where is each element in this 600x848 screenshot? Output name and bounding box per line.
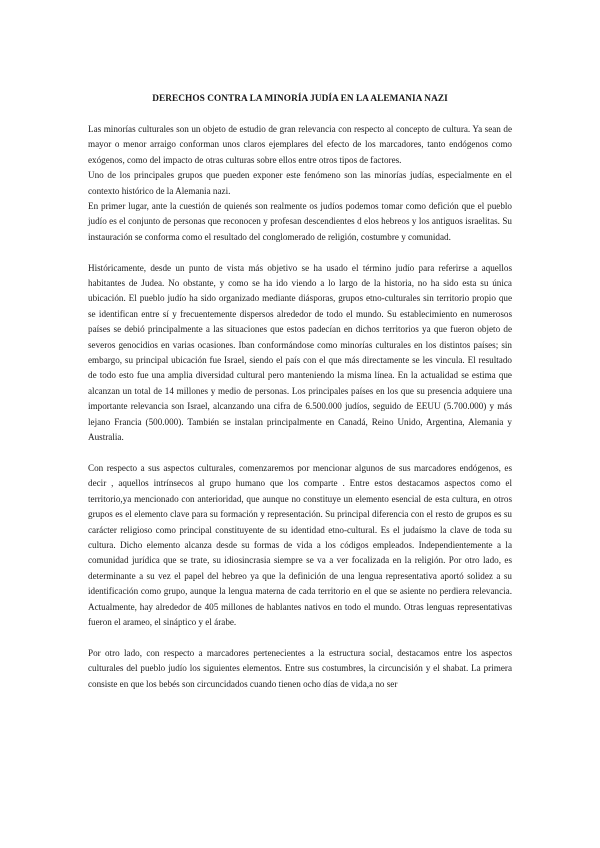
- paragraph-history: Históricamente, desde un punto de vista más objetivo se ha usado el término judío para referirse a aquellos habitantes de Judea. No obstante, y como se ha ido viendo a lo largo de la historia, no ha sido esta su única ubicación. El pueblo judío ha sido organizado mediante diásporas, grupos etno-culturales sin territorio propio que se identifican entre sí y frecuentemente dispersos alrededor de todo el mundo. Su establecimiento en numerosos países se debió principalmente a las situaciones que estos padecían en dichos territorios ya que fueron objeto de severos genocidios en varias ocasiones. Iban conformándose como minorías culturales en los distintos países; sin embargo, su principal ubicación fue Israel, siendo el país con el que más directamente se les vincula. El resultado de todo esto fue una amplia diversidad cultural pero manteniendo la misma línea. En la actualidad se estima que alcanzan un total de 14 millones y medio de personas. Los principales países en los que su presencia adquiere una importante relevancia son Israel, alcanzando una cifra de 6.500.000 judíos, seguido de EEUU (5.700.000) y más lejano Francia (500.000). También se instalan principalmente en Canadá, Reino Unido, Argentina, Alemania y Australia.: [88, 262, 512, 443]
- paragraph-definition: En primer lugar, ante la cuestión de quienés son realmente os judíos podemos tomar como defición que el pueblo judío es el conjunto de personas que reconocen y profesan descendientes d elos hebreos y los antiguos israelitas. Su instauración se conforma como el resultado del conglomerado de religión, costumbre y comunidad.: [88, 201, 512, 242]
- paragraph-social-structure: Por otro lado, con respecto a marcadores pertenecientes a la estructura social, destacamos entre los aspectos culturales del pueblo judío los siguientes elementos. Entre sus costumbres, la circuncisión y el shabat. La primera consiste en que los bebés son circuncidados cuando tienen ocho días de vida,a no ser: [88, 647, 512, 689]
- paragraph-intro: Las minorías culturales son un objeto de estudio de gran relevancia con respecto al concepto de cultura. Ya sean de mayor o menor arraigo conforman unos claros ejemplares del efecto de los marcadores, tanto endógenos como exógenos, como del impacto de otras culturas sobre ellos entre otros tipos de factores.: [88, 124, 512, 165]
- document-body: [88, 122, 512, 692]
- paragraph-cultural-aspects: Con respecto a sus aspectos culturales, comenzaremos por mencionar algunos de sus marcadores endógenos, es decir , aquellos intrínsecos al grupo humano que los comparte . Entre estos destacamos aspectos como el territorio,ya mencionado con anterioridad, que aunque no constituye un elemento esencial de esta cultura, en otros grupos es el elemento clave para su formación y representación. Su principal diferencia con el resto de grupos es su carácter religioso como principal constituyente de su identidad etno-cultural. Es el judaísmo la clave de toda su cultura. Dicho elemento alcanza desde su formas de vida a los códigos empleados. Independientemente a la comunidad jurídica que se trate, su idiosincrasia siempre se va a ver focalizada en la religión. Por otro lado, es determinante a su vez el papel del hebreo ya que la definición de una lengua representativa aportó solidez a su identificación como grupo, aunque la lengua materna de cada territorio en el que se asiente no perdiera relevancia. Actualmente, hay alrededor de 405 millones de hablantes nativos en todo el mundo. Otras lenguas representativas fueron el arameo, el sináptico y el árabe.: [88, 462, 512, 627]
- document-title: DERECHOS CONTRA LA MINORÍA JUDÍA EN LA ALEMANIA NAZI: [152, 94, 448, 104]
- paragraph-jewish-minorities: Uno de los principales grupos que pueden exponer este fenómeno son las minorías judías, especialmente en el contexto histórico de la Alemania nazi.: [88, 170, 512, 196]
